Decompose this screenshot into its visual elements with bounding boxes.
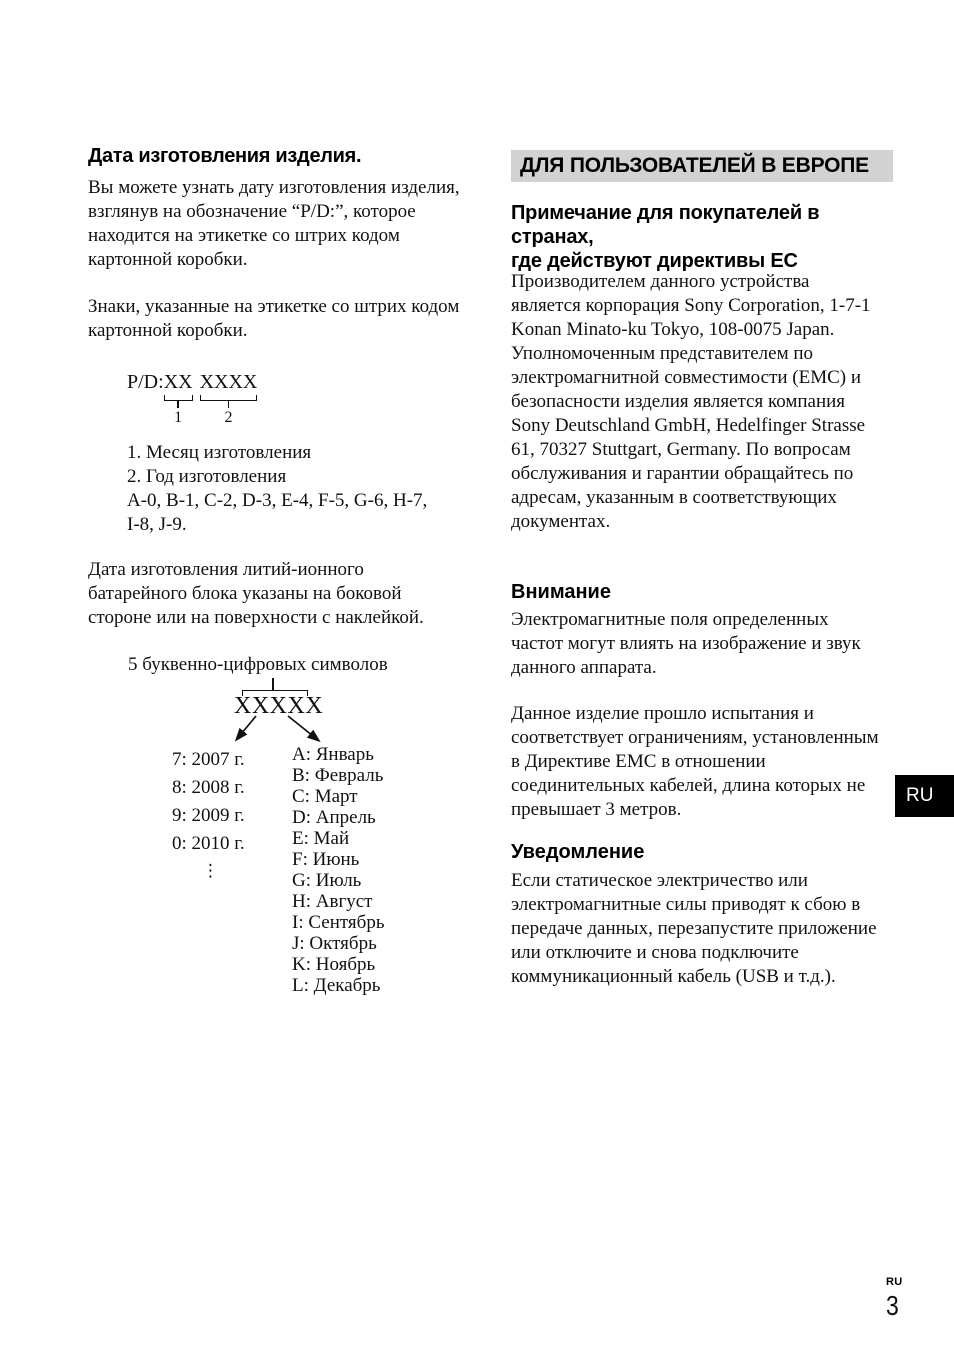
note-heading-line1: Примечание для покупателей в странах, bbox=[511, 202, 820, 248]
pd-prefix: P/D: bbox=[127, 371, 164, 393]
pd-year-code: XXXX bbox=[199, 371, 258, 393]
subheading-attention: Внимание bbox=[511, 581, 611, 603]
month-code-item: B: Февраль bbox=[292, 765, 384, 786]
paragraph-emc-directive: Данное изделие прошло испытания и соответствует ограничениям, установленным в Директиве EMC в отношении соединительных кабелей, длина которых не превышает 3 метров. bbox=[511, 703, 879, 820]
brace-tick bbox=[272, 678, 274, 690]
note-heading-line2: где действуют директивы ЕС bbox=[511, 250, 798, 272]
footer-page-number: 3 bbox=[886, 1290, 899, 1321]
paragraph-static-electricity: Если статическое электричество или электромагнитные силы приводят к сбою в передаче данных, перезапустите приложение или отключите и снова подключите коммуникационный кабель (USB и т.д.). bbox=[511, 870, 877, 987]
brace-tick bbox=[177, 401, 179, 408]
pd-marker-2: 2 bbox=[224, 409, 233, 426]
pd-month-group bbox=[164, 370, 193, 427]
paragraph-manufacturer-info: Производителем данного устройства является корпорация Sony Corporation, 1-7-1 Konan Minato-ku Tokyo, 108-0075 Japan. Уполномоченным представителем по электромагнитной совместимости (EMC) и безопасности изделия является компания Sony Deutschland GmbH, Hedelfinger Strasse 61, 70327 Stuttgart, Germany. По вопросам обслуживания и гарантии обращайтесь по адресам, указанным в соответствующих документах. bbox=[511, 271, 871, 532]
brace-tick bbox=[228, 401, 230, 408]
paragraph-battery-date: Дата изготовления литий-ионного батарейного блока указаны на боковой стороне или на поверхности с наклейкой. bbox=[88, 559, 424, 628]
vertical-ellipsis-icon: ⋮ bbox=[202, 861, 219, 881]
battery-code-diagram bbox=[88, 678, 468, 1010]
month-code-item: L: Декабрь bbox=[292, 975, 381, 996]
pd-code-diagram bbox=[127, 370, 257, 427]
month-code-item: F: Июнь bbox=[292, 849, 360, 870]
month-code-item: H: Август bbox=[292, 891, 373, 912]
paragraph-manufacture-date-info: Вы можете узнать дату изготовления изделия, взглянув на обозначение “P/D:”, которое находится на этикетке со штрих кодом картонной коробки. bbox=[88, 177, 460, 270]
legend-line: 2. Год изготовления bbox=[127, 466, 287, 487]
arrow-to-months-icon bbox=[288, 716, 318, 740]
battery-code-caption: 5 буквенно-цифровых символов bbox=[128, 654, 388, 675]
note-heading bbox=[511, 201, 856, 273]
battery-code-xxxxx: XXXXX bbox=[234, 693, 324, 719]
footer-language-label: RU bbox=[886, 1276, 903, 1288]
month-code-item: G: Июль bbox=[292, 870, 362, 891]
pd-year-group bbox=[200, 370, 258, 427]
month-code-list bbox=[292, 744, 385, 996]
banner-title: ДЛЯ ПОЛЬЗОВАТЕЛЕЙ В ЕВРОПЕ bbox=[520, 154, 869, 177]
month-code-item: J: Октябрь bbox=[292, 933, 377, 954]
legend-line: A-0, B-1, C-2, D-3, E-4, F-5, G-6, H-7, bbox=[127, 490, 428, 511]
paragraph-emf-warning: Электромагнитные поля определенных частот могут влиять на изображение и звук данного аппарата. bbox=[511, 609, 861, 678]
month-code-item: D: Апрель bbox=[292, 807, 376, 828]
paragraph-barcode-label: Знаки, указанные на этикетке со штрих кодом картонной коробки. bbox=[88, 296, 460, 341]
month-code-item: K: Ноябрь bbox=[292, 954, 376, 975]
month-code-item: A: Январь bbox=[292, 744, 374, 765]
legend-line: I-8, J-9. bbox=[127, 514, 187, 535]
subheading-notice: Уведомление bbox=[511, 841, 645, 863]
year-code-item: 8: 2008 г. bbox=[172, 777, 245, 798]
year-code-item: 9: 2009 г. bbox=[172, 805, 245, 826]
pd-code-legend bbox=[127, 441, 487, 537]
pd-marker-1: 1 bbox=[174, 409, 183, 426]
pd-month-code: XX bbox=[163, 371, 193, 393]
ru-badge-label: RU bbox=[906, 785, 934, 806]
section-heading-manufacture-date: Дата изготовления изделия. bbox=[88, 145, 362, 167]
arrow-to-years-icon bbox=[237, 716, 256, 739]
section-banner-for-users-in-europe bbox=[511, 150, 893, 182]
year-code-list bbox=[172, 746, 245, 884]
month-code-item: I: Сентябрь bbox=[292, 912, 385, 933]
month-code-item: C: Март bbox=[292, 786, 358, 807]
year-code-item: 7: 2007 г. bbox=[172, 749, 245, 770]
legend-line: 1. Месяц изготовления bbox=[127, 442, 312, 463]
month-code-item: E: Май bbox=[292, 828, 350, 849]
year-code-item: 0: 2010 г. bbox=[172, 833, 245, 854]
diagram-arrows bbox=[228, 714, 328, 748]
ru-language-tab-badge bbox=[895, 775, 954, 817]
